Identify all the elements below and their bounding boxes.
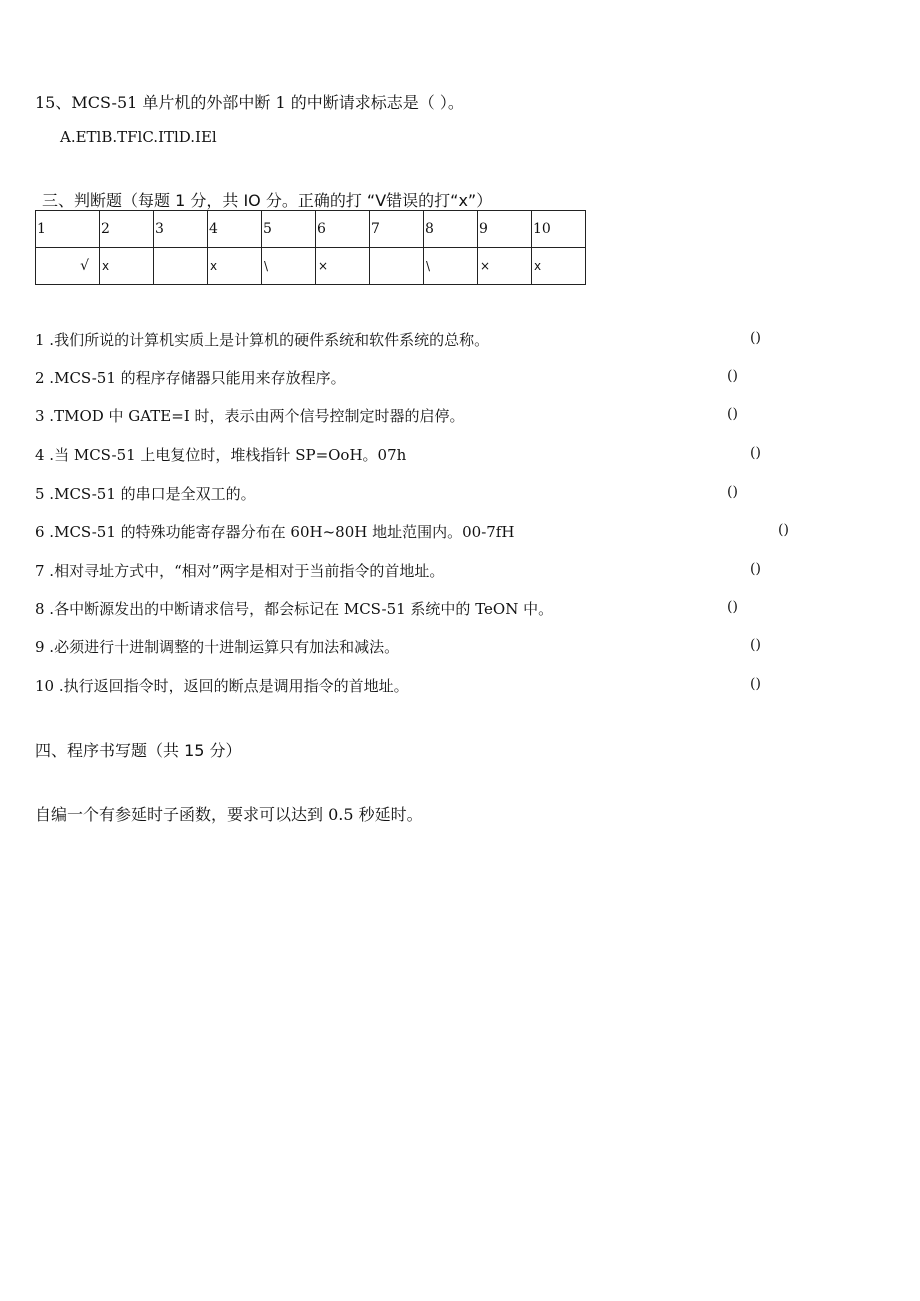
answer-table <box>35 210 586 285</box>
answer-number-cell: 3 <box>154 211 208 248</box>
answer-number-cell: 7 <box>370 211 424 248</box>
answer-mark-cell <box>154 248 208 285</box>
answer-blank: () <box>727 484 738 500</box>
answer-mark-cell: x <box>208 248 262 285</box>
answer-mark-cell: × <box>478 248 532 285</box>
question-15-options: A.ETlB.TFlC.ITlD.IEl <box>60 128 217 146</box>
answer-blank: () <box>727 368 738 384</box>
statement-5: 5 .MCS-51 的串口是全双工的。 <box>35 485 256 503</box>
statement-2: 2 .MCS-51 的程序存储器只能用来存放程序。 <box>35 369 346 387</box>
answer-mark-cell: × <box>316 248 370 285</box>
answer-blank: () <box>750 445 761 461</box>
answer-blank: () <box>727 599 738 615</box>
answer-blank: () <box>778 522 789 538</box>
statement-9: 9 .必须进行十进制调整的十进制运算只有加法和减法。 <box>35 638 400 656</box>
answer-blank: () <box>727 406 738 422</box>
statement-7: 7 .相对寻址方式中，“相对”两字是相对于当前指令的首地址。 <box>35 562 445 580</box>
answer-number-cell: 5 <box>262 211 316 248</box>
answer-mark-cell: x <box>100 248 154 285</box>
answer-mark-cell: \ <box>424 248 478 285</box>
answer-mark-cell: x <box>532 248 586 285</box>
answer-mark-cell: √ <box>36 248 100 285</box>
answer-table-mark-row <box>36 248 586 285</box>
statement-10: 10 .执行返回指令时，返回的断点是调用指令的首地址。 <box>35 677 409 695</box>
answer-number-cell: 4 <box>208 211 262 248</box>
statement-1: 1 .我们所说的计算机实质上是计算机的硬件系统和软件系统的总称。 <box>35 331 490 349</box>
statement-3: 3 .TMOD 中 GATE=I 时，表示由两个信号控制定时器的启停。 <box>35 407 465 425</box>
answer-number-cell: 2 <box>100 211 154 248</box>
answer-mark-cell <box>370 248 424 285</box>
answer-blank: () <box>750 561 761 577</box>
answer-number-cell: 9 <box>478 211 532 248</box>
question-15-text: 15、MCS-51 单片机的外部中断 1 的中断请求标志是（ ）。 <box>35 93 464 112</box>
statement-6: 6 .MCS-51 的特殊功能寄存器分布在 60H~80H 地址范围内。00-7fH <box>35 523 515 541</box>
answer-blank: () <box>750 676 761 692</box>
statement-4: 4 .当 MCS-51 上电复位时，堆栈指针 SP=OoH。07h <box>35 446 407 464</box>
section-4-task: 自编一个有参延时子函数，要求可以达到 0.5 秒延时。 <box>35 805 423 824</box>
answer-table-number-row <box>36 211 586 248</box>
section-4-heading: 四、程序书写题（共 15 分） <box>35 741 242 760</box>
answer-blank: () <box>750 637 761 653</box>
answer-number-cell: 8 <box>424 211 478 248</box>
statement-8: 8 .各中断源发出的中断请求信号，都会标记在 MCS-51 系统中的 TeON 中。 <box>35 600 554 618</box>
answer-number-cell: 6 <box>316 211 370 248</box>
answer-number-cell: 1 <box>36 211 100 248</box>
answer-mark-cell: \ <box>262 248 316 285</box>
answer-blank: () <box>750 330 761 346</box>
section-3-heading: 三、判断题（每题 1 分，共 IO 分。正确的打 “V错误的打“x”） <box>42 191 493 210</box>
answer-number-cell: 10 <box>532 211 586 248</box>
